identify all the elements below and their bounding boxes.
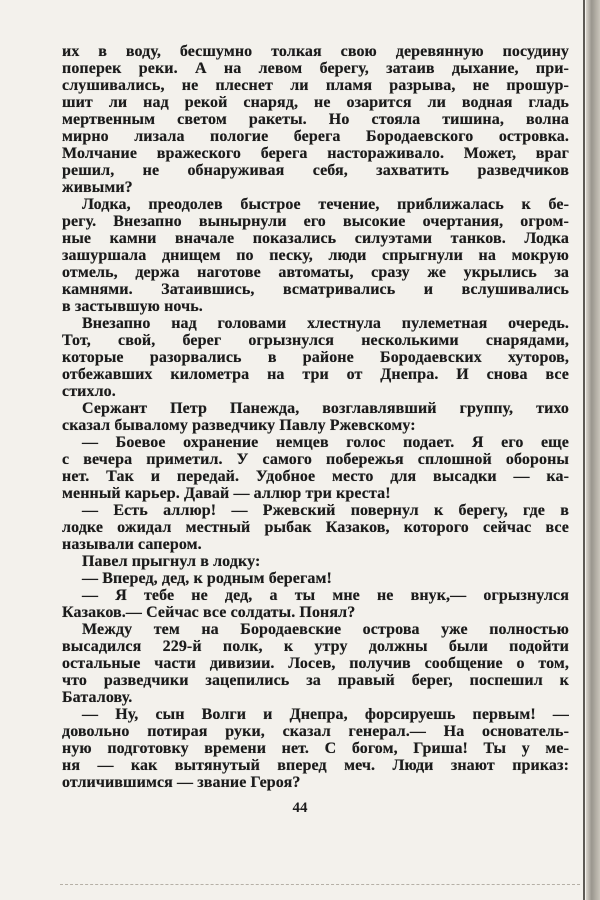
text-line: живыми? bbox=[62, 179, 133, 196]
paragraph bbox=[62, 621, 569, 706]
text-line: Между тем на Бородаевские острова уже полностью bbox=[82, 621, 569, 638]
text-line: что разведчики зацепились за правый берег, поспешил к bbox=[62, 672, 569, 689]
text-line: — Я тебе не дед, а ты мне не внук,— огрызнулся bbox=[82, 587, 569, 604]
text-line: Тот, свой, берег огрызнулся несколькими снарядами, bbox=[62, 332, 569, 349]
paragraph bbox=[62, 400, 569, 434]
paragraph bbox=[62, 553, 569, 570]
page-edge-line bbox=[583, 0, 585, 900]
text-line: — Боевое охранение немцев голос подает. Я его еще bbox=[82, 434, 569, 451]
text-line: поперек реки. А на левом берегу, затаив дыхание, при- bbox=[62, 60, 569, 77]
paragraph bbox=[62, 706, 569, 791]
text-line: Молчание вражеского берега настораживало. Может, враг bbox=[62, 145, 569, 162]
text-line: слушивались, не плеснет ли пламя разрыва, не прошур- bbox=[62, 77, 569, 94]
text-line: отбежавших километра на три от Днепра. И снова все bbox=[62, 366, 569, 383]
paragraph bbox=[62, 570, 569, 587]
text-line: ня — как вытянутый вперед меч. Люди знают приказ: bbox=[62, 757, 569, 774]
paragraph bbox=[62, 196, 569, 315]
text-line: Баталову. bbox=[62, 689, 133, 706]
text-line: менный карьер. Давай — аллюр три креста! bbox=[62, 485, 391, 502]
text-line: решил, не обнаруживая себя, захватить разведчиков bbox=[62, 162, 569, 179]
text-line: Лодка, преодолев быстрое течение, приближалась к бе- bbox=[82, 196, 569, 213]
text-line: Внезапно над головами хлестнула пулеметная очередь. bbox=[82, 315, 569, 332]
text-line: зашуршала днищем по песку, люди спрыгнули на мокрую bbox=[62, 247, 569, 264]
text-line: довольно потирая руки, сказал генерал.— На основатель- bbox=[62, 723, 569, 740]
text-line: Сержант Петр Панежда, возглавлявший группу, тихо bbox=[82, 400, 569, 417]
text-line: сказал бывалому разведчику Павлу Ржевскому: bbox=[62, 417, 416, 434]
text-line: Павел прыгнул в лодку: bbox=[82, 553, 261, 570]
paragraph bbox=[62, 434, 569, 502]
text-line: стихло. bbox=[62, 383, 116, 400]
text-line: в застывшую ночь. bbox=[62, 298, 203, 315]
paragraph bbox=[62, 502, 569, 553]
text-line: их в воду, бесшумно толкая свою деревянную посудину bbox=[62, 43, 569, 60]
adjacent-page-edge bbox=[586, 0, 600, 900]
text-line: нет. Так и передай. Удобное место для высадки — ка- bbox=[62, 468, 569, 485]
paragraph bbox=[62, 315, 569, 400]
text-line: камнями. Затаившись, всматривались и вслушивались bbox=[62, 281, 569, 298]
text-line: ную подготовку времени нет. С богом, Гриша! Ты у ме- bbox=[62, 740, 569, 757]
text-line: Казаков.— Сейчас все солдаты. Понял? bbox=[62, 604, 356, 621]
text-line: шит ли над рекой снаряд, не озарится ли водная гладь bbox=[62, 94, 569, 111]
text-line: ные камни вначале показались силуэтами танков. Лодка bbox=[62, 230, 569, 247]
text-line: регу. Внезапно вынырнули его высокие очертания, огром- bbox=[62, 213, 569, 230]
paragraph bbox=[62, 43, 569, 196]
bottom-rule bbox=[60, 884, 580, 885]
body-text bbox=[62, 43, 569, 791]
text-line: мирно лизала пологие берега Бородаевского островка. bbox=[62, 128, 569, 145]
text-line: лодке ожидал местный рыбак Казаков, которого сейчас все bbox=[62, 519, 569, 536]
text-line: с вечера приметил. У самого побережья сплошной обороны bbox=[62, 451, 569, 468]
paragraph bbox=[62, 587, 569, 621]
text-line: мертвенным светом ракеты. Но стояла тишина, волна bbox=[62, 111, 569, 128]
text-line: — Ну, сын Волги и Днепра, форсируешь первым! — bbox=[82, 706, 569, 723]
page-number: 44 bbox=[292, 800, 308, 816]
text-line: называли сапером. bbox=[62, 536, 202, 553]
text-line: — Вперед, дед, к родным берегам! bbox=[82, 570, 332, 587]
text-line: которые разорвались в районе Бородаевских хуторов, bbox=[62, 349, 569, 366]
text-line: остальные части дивизии. Лосев, получив сообщение о том, bbox=[62, 655, 569, 672]
text-line: отличившимся — звание Героя? bbox=[62, 774, 301, 791]
text-line: — Есть аллюр! — Ржевский повернул к берегу, где в bbox=[82, 502, 569, 519]
text-line: отмель, держа наготове автоматы, сразу же укрылись за bbox=[62, 264, 569, 281]
text-line: высадился 229-й полк, к утру должны были подойти bbox=[62, 638, 569, 655]
